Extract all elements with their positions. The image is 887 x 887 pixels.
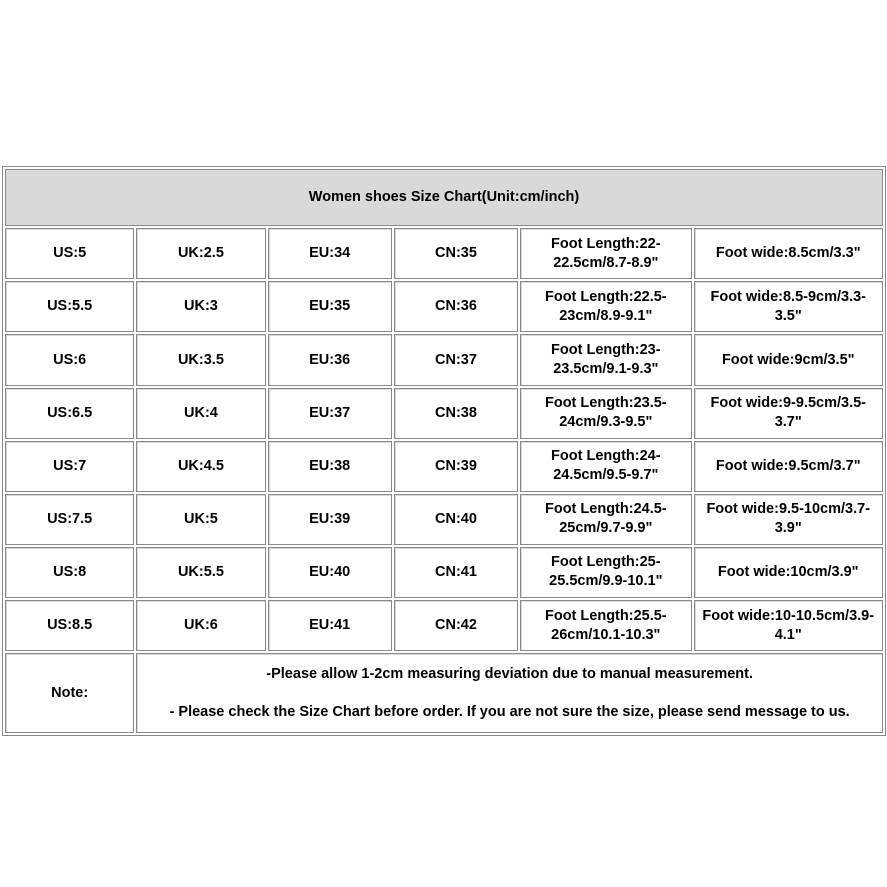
eu-size-cell: EU:39 [268,494,392,545]
uk-size-cell: UK:4.5 [136,441,265,492]
us-size-cell: US:6.5 [5,388,134,439]
uk-size-cell: UK:6 [136,600,265,651]
uk-size-cell: UK:3 [136,281,265,332]
table-row [5,494,883,545]
foot-width-cell: Foot wide:9.5-10cm/3.7-3.9" [694,494,884,545]
us-size-cell: US:5.5 [5,281,134,332]
foot-length-cell: Foot Length:22.5-23cm/8.9-9.1" [520,281,691,332]
table-row [5,281,883,332]
cn-size-cell: CN:39 [394,441,518,492]
cn-size-cell: CN:42 [394,600,518,651]
uk-size-cell: UK:3.5 [136,334,265,385]
foot-length-cell: Foot Length:24-24.5cm/9.5-9.7" [520,441,691,492]
uk-size-cell: UK:4 [136,388,265,439]
foot-length-cell: Foot Length:23.5-24cm/9.3-9.5" [520,388,691,439]
us-size-cell: US:7.5 [5,494,134,545]
table-row [5,334,883,385]
cn-size-cell: CN:36 [394,281,518,332]
uk-size-cell: UK:5 [136,494,265,545]
cn-size-cell: CN:41 [394,547,518,598]
eu-size-cell: EU:37 [268,388,392,439]
chart-title: Women shoes Size Chart(Unit:cm/inch) [5,169,883,226]
cn-size-cell: CN:40 [394,494,518,545]
us-size-cell: US:8.5 [5,600,134,651]
foot-length-cell: Foot Length:25.5-26cm/10.1-10.3" [520,600,691,651]
foot-width-cell: Foot wide:10cm/3.9" [694,547,884,598]
foot-width-cell: Foot wide:9-9.5cm/3.5-3.7" [694,388,884,439]
eu-size-cell: EU:34 [268,228,392,279]
eu-size-cell: EU:40 [268,547,392,598]
us-size-cell: US:8 [5,547,134,598]
note-label: Note: [5,653,134,733]
table-row [5,547,883,598]
foot-width-cell: Foot wide:9.5cm/3.7" [694,441,884,492]
note-row [5,653,883,733]
cn-size-cell: CN:38 [394,388,518,439]
table-row [5,600,883,651]
table-row [5,388,883,439]
us-size-cell: US:7 [5,441,134,492]
foot-length-cell: Foot Length:25-25.5cm/9.9-10.1" [520,547,691,598]
table-row [5,441,883,492]
foot-width-cell: Foot wide:8.5cm/3.3" [694,228,884,279]
us-size-cell: US:6 [5,334,134,385]
size-table [3,167,885,735]
eu-size-cell: EU:36 [268,334,392,385]
eu-size-cell: EU:38 [268,441,392,492]
size-chart [2,166,886,736]
uk-size-cell: UK:5.5 [136,547,265,598]
cn-size-cell: CN:37 [394,334,518,385]
foot-length-cell: Foot Length:24.5-25cm/9.7-9.9" [520,494,691,545]
table-row [5,228,883,279]
foot-length-cell: Foot Length:23-23.5cm/9.1-9.3" [520,334,691,385]
eu-size-cell: EU:41 [268,600,392,651]
eu-size-cell: EU:35 [268,281,392,332]
foot-width-cell: Foot wide:8.5-9cm/3.3-3.5" [694,281,884,332]
foot-length-cell: Foot Length:22-22.5cm/8.7-8.9" [520,228,691,279]
cn-size-cell: CN:35 [394,228,518,279]
foot-width-cell: Foot wide:10-10.5cm/3.9-4.1" [694,600,884,651]
note-text [136,653,883,733]
us-size-cell: US:5 [5,228,134,279]
uk-size-cell: UK:2.5 [136,228,265,279]
foot-width-cell: Foot wide:9cm/3.5" [694,334,884,385]
note-line-measurement: -Please allow 1-2cm measuring deviation due to manual measurement. [266,665,753,682]
note-line-check-size: - Please check the Size Chart before order. If you are not sure the size, please send message to us. [169,703,850,720]
